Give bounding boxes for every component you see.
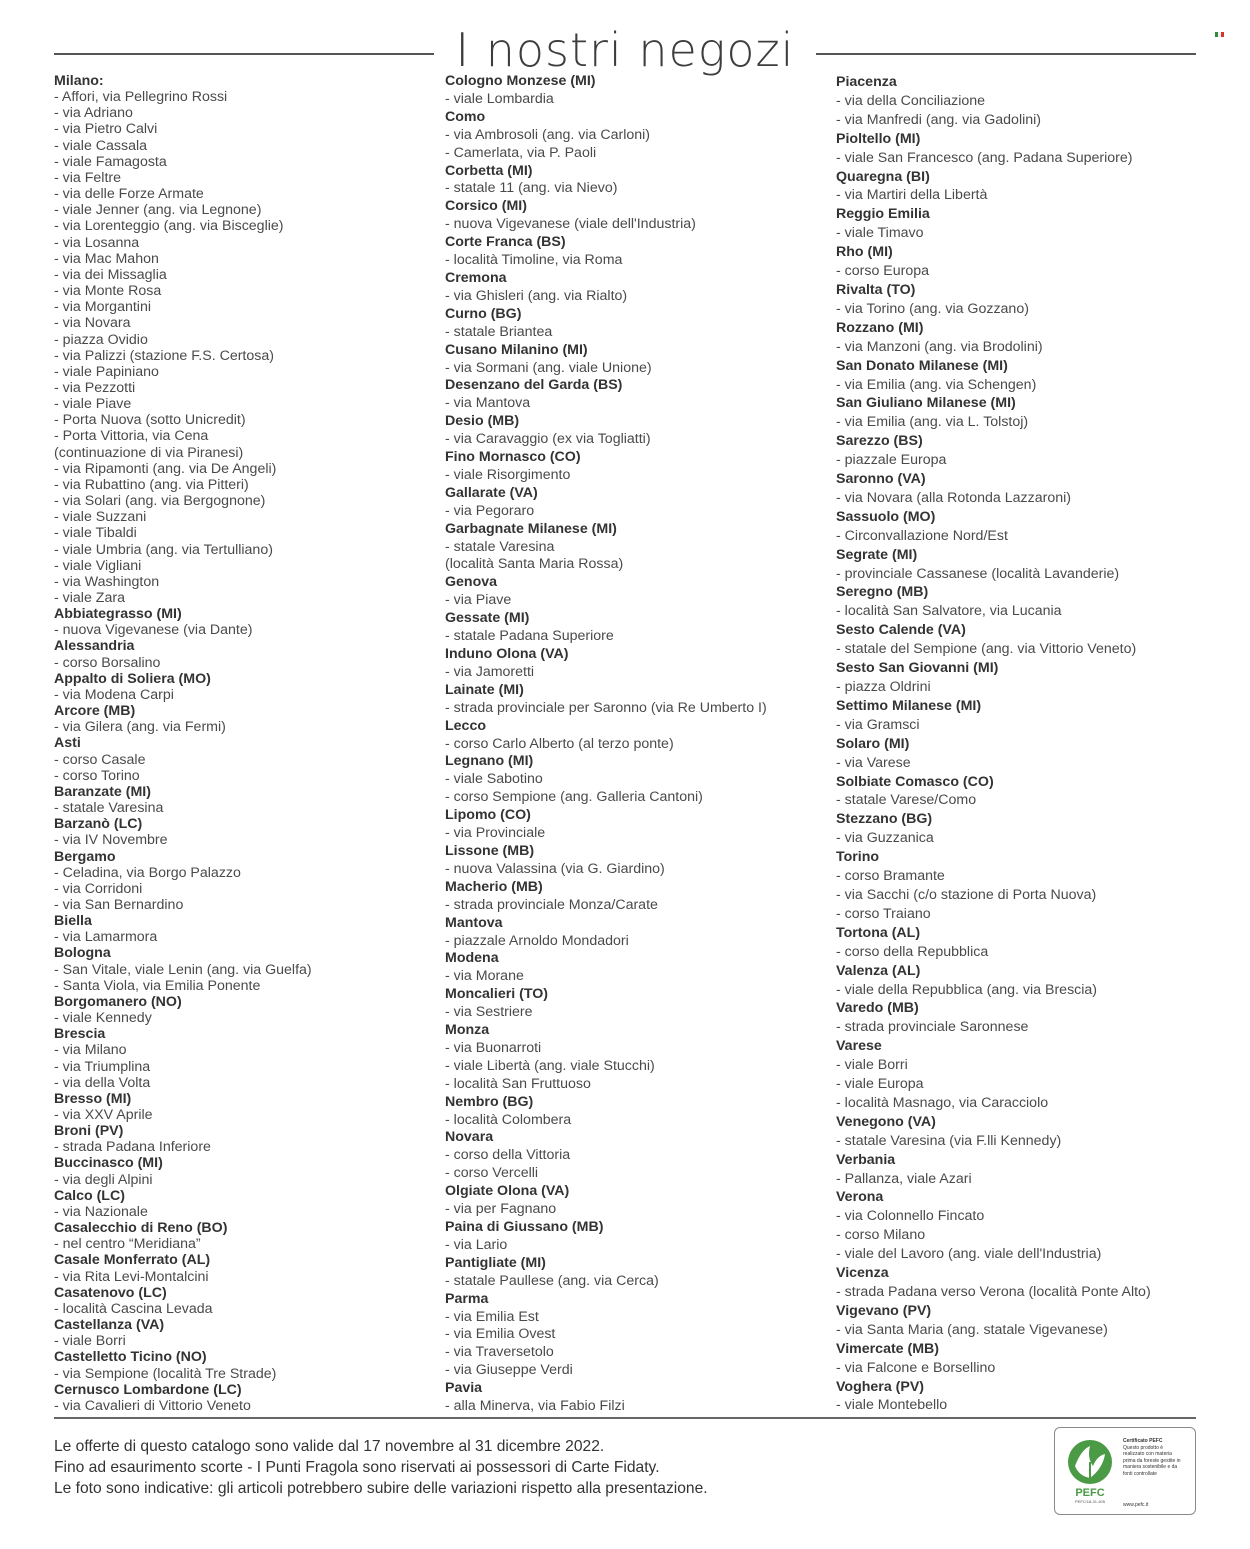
city-heading: Cusano Milanino (MI)	[445, 341, 588, 358]
store-address: - via Ripamonti (ang. via De Angeli)	[54, 460, 277, 477]
store-address: - statale Varese/Como	[836, 792, 977, 809]
store-address: - via Sormani (ang. viale Unione)	[445, 359, 652, 376]
city-heading: Vicenza	[836, 1265, 889, 1282]
store-address: - viale San Francesco (ang. Padana Superiore)	[836, 149, 1133, 166]
store-address: - Affori, via Pellegrino Rossi	[54, 89, 228, 106]
pefc-text-line: fonti controllate	[1123, 1470, 1157, 1477]
store-address: - località Timoline, via Roma	[445, 252, 623, 269]
store-address: - strada provinciale per Saronno (via Re Umberto I)	[445, 699, 767, 716]
store-address: - via Traversetolo	[445, 1344, 554, 1361]
city-heading: Bergamo	[54, 848, 116, 865]
city-heading: Varedo (MB)	[836, 1000, 919, 1017]
store-address: - via Guzzanica	[836, 830, 934, 847]
city-heading: Sassuolo (MO)	[836, 508, 936, 525]
pefc-text-line: prima da foreste gestite in	[1123, 1457, 1181, 1464]
store-address: - San Vitale, viale Lenin (ang. via Guelfa)	[54, 961, 312, 978]
store-address: - via per Fagnano	[445, 1201, 557, 1218]
store-address: - via San Bernardino	[54, 896, 184, 913]
pefc-logo-icon	[1063, 1436, 1117, 1506]
store-address: (località Santa Maria Rossa)	[445, 556, 624, 573]
store-address: - via Washington	[54, 573, 160, 590]
city-heading: Piacenza	[836, 74, 897, 90]
store-address: - corso Torino	[54, 767, 140, 784]
store-address: - Celadina, via Borgo Palazzo	[54, 864, 241, 881]
store-address: - via Provinciale	[445, 825, 546, 842]
city-heading: Monza	[445, 1022, 490, 1039]
store-address: - località Colombera	[445, 1111, 572, 1128]
store-address: - viale Suzzani	[54, 509, 147, 526]
store-address: - statale Briantea	[445, 323, 553, 340]
store-address: - via Santa Maria (ang. statale Vigevanese)	[836, 1321, 1108, 1338]
store-address: - Porta Vittoria, via Cena	[54, 428, 209, 445]
city-heading: Reggio Emilia	[836, 206, 930, 223]
city-heading: Abbiategrasso (MI)	[54, 606, 182, 623]
city-heading: Lipomo (CO)	[445, 807, 531, 824]
footer-rule	[54, 1417, 1196, 1419]
pefc-text-line: realizzato con materia	[1123, 1451, 1172, 1458]
store-address: - corso Traiano	[836, 905, 931, 922]
store-address: - corso Sempione (ang. Galleria Cantoni)	[445, 789, 703, 806]
store-address: - Pallanza, viale Azari	[836, 1170, 972, 1187]
store-address: - Circonvallazione Nord/Est	[836, 527, 1008, 544]
store-address: - viale Zara	[54, 590, 125, 606]
city-heading: Casatenovo (LC)	[54, 1284, 167, 1301]
store-address: - via Varese	[836, 754, 911, 771]
city-heading: Lissone (MB)	[445, 842, 535, 859]
store-address: - statale Varesina	[54, 800, 164, 817]
store-address: - Porta Nuova (sotto Unicredit)	[54, 412, 246, 429]
store-address: - via Manfredi (ang. via Gadolini)	[836, 111, 1042, 128]
store-address: - nuova Valassina (via G. Giardino)	[445, 860, 665, 877]
store-address: - viale Borri	[54, 1333, 126, 1350]
city-heading: Corte Franca (BS)	[445, 234, 566, 251]
header-rule-right	[816, 53, 1196, 55]
city-heading: Mantova	[445, 914, 503, 931]
store-address: - viale del Lavoro (ang. viale dell'Industria)	[836, 1246, 1102, 1263]
pefc-text-line: Questo prodotto è	[1123, 1444, 1164, 1451]
store-address: (continuazione di via Piranesi)	[54, 444, 244, 461]
store-address: - corso della Vittoria	[445, 1147, 571, 1164]
city-heading: Macherio (MB)	[445, 878, 543, 895]
flag-stripe-red	[1221, 32, 1224, 37]
store-address: - via Gilera (ang. via Fermi)	[54, 719, 226, 736]
store-address: - viale Sabotino	[445, 771, 543, 788]
city-heading: Casale Monferrato (AL)	[54, 1252, 211, 1269]
store-address: - corso della Repubblica	[836, 943, 989, 960]
city-heading: Lecco	[445, 717, 487, 734]
store-address: - via Lamarmora	[54, 929, 158, 946]
store-address: - via Emilia (ang. via L. Tolstoj)	[836, 414, 1029, 431]
city-heading: Rho (MI)	[836, 244, 893, 261]
city-heading: Pioltello (MI)	[836, 130, 921, 147]
store-address: - via Morane	[445, 968, 524, 985]
footer-photo-note: Le foto sono indicative: gli articoli potrebbero subire delle variazioni rispetto alla presentazione.	[54, 1480, 708, 1497]
footer-validity-note: Le offerte di questo catalogo sono valide dal 17 novembre al 31 dicembre 2022.	[54, 1438, 605, 1455]
city-heading: Olgiate Olona (VA)	[445, 1183, 570, 1200]
store-address: - via Martiri della Libertà	[836, 187, 988, 204]
city-heading: Legnano (MI)	[445, 753, 534, 770]
store-address: - provinciale Cassanese (località Lavanderie)	[836, 565, 1120, 582]
store-address: - via Nazionale	[54, 1203, 148, 1220]
pefc-code: PEFC/18-31-405	[1074, 1499, 1106, 1504]
store-address: - viale Europa	[836, 1076, 924, 1093]
store-list-column-2	[445, 73, 830, 1416]
store-address: - piazza Oldrini	[836, 679, 931, 695]
store-address: - viale Vigliani	[54, 557, 142, 574]
city-heading: Bresso (MI)	[54, 1090, 132, 1107]
page-title: I nostri negozi	[455, 23, 795, 77]
store-address: - viale Cassala	[54, 137, 148, 154]
italian-flag-icon	[1215, 32, 1224, 37]
store-address: - statale Paullese (ang. via Cerca)	[445, 1272, 659, 1289]
city-heading: Vimercate (MB)	[836, 1340, 940, 1357]
store-address: - via IV Novembre	[54, 832, 168, 849]
city-heading: Vigevano (PV)	[836, 1302, 932, 1319]
city-heading: Settimo Milanese (MI)	[836, 697, 982, 714]
city-heading: Broni (PV)	[54, 1123, 124, 1140]
city-heading: Casalecchio di Reno (BO)	[54, 1220, 228, 1237]
city-heading: Garbagnate Milanese (MI)	[445, 520, 617, 537]
store-address: - via Sempione (località Tre Strade)	[54, 1365, 277, 1382]
city-heading: Solaro (MI)	[836, 735, 910, 752]
city-heading: Stezzano (BG)	[836, 811, 933, 828]
city-heading: Pavia	[445, 1380, 483, 1397]
city-heading: Quaregna (BI)	[836, 168, 930, 185]
store-address: - piazzale Europa	[836, 452, 947, 469]
store-address: - viale Lombardia	[445, 90, 554, 107]
store-address: - via Jamoretti	[445, 663, 535, 680]
store-address: - via Falcone e Borsellino	[836, 1359, 996, 1376]
pefc-logo-text: PEFC	[1075, 1487, 1105, 1499]
city-heading: Voghera (PV)	[836, 1378, 925, 1395]
store-address: - viale Risorgimento	[445, 466, 571, 483]
pefc-description	[1123, 1438, 1191, 1478]
city-heading: Sesto San Giovanni (MI)	[836, 660, 999, 677]
store-address: - via Palizzi (stazione F.S. Certosa)	[54, 347, 274, 364]
city-heading: Parma	[445, 1290, 489, 1307]
city-heading: Segrate (MI)	[836, 546, 918, 563]
city-heading: Calco (LC)	[54, 1187, 125, 1204]
city-heading: Como	[445, 108, 486, 125]
city-heading: Biella	[54, 913, 92, 930]
store-address: - piazzale Arnoldo Mondadori	[445, 932, 629, 949]
city-heading: Varese	[836, 1038, 882, 1055]
city-heading: Verona	[836, 1189, 884, 1206]
store-address: - via dei Missaglia	[54, 266, 167, 283]
store-address: - via Buonarroti	[445, 1039, 542, 1056]
store-address: - nuova Vigevanese (via Dante)	[54, 622, 253, 639]
city-heading: Induno Olona (VA)	[445, 646, 569, 662]
store-address: - viale della Repubblica (ang. via Brescia)	[836, 981, 1098, 998]
store-address: - statale del Sempione (ang. via Vittorio Veneto)	[836, 641, 1137, 658]
store-list-column-1	[54, 73, 439, 1414]
store-address: - viale Borri	[836, 1057, 908, 1074]
city-heading: Solbiate Comasco (CO)	[836, 773, 994, 790]
store-address: - via Pietro Calvi	[54, 121, 158, 138]
store-address: - via Novara (alla Rotonda Lazzaroni)	[836, 489, 1071, 506]
store-address: - via XXV Aprile	[54, 1107, 153, 1123]
store-address: - strada Padana verso Verona (località Ponte Alto)	[836, 1284, 1151, 1300]
store-address: - strada provinciale Monza/Carate	[445, 896, 658, 913]
store-address: - via Mac Mahon	[54, 250, 159, 267]
city-heading: Milano:	[54, 73, 104, 89]
city-heading: Desio (MB)	[445, 413, 520, 430]
store-address: - via Sestriere	[445, 1004, 533, 1021]
store-address: - via Emilia Est	[445, 1308, 539, 1325]
city-heading: Sarezzo (BS)	[836, 433, 923, 450]
store-address: - viale Tibaldi	[54, 525, 137, 542]
city-heading: Gessate (MI)	[445, 610, 530, 627]
store-address: - via Monte Rosa	[54, 283, 162, 300]
store-address: - piazza Ovidio	[54, 331, 148, 348]
store-address: - via Torino (ang. via Gozzano)	[836, 300, 1029, 317]
footer-stock-note: Fino ad esaurimento scorte - I Punti Fragola sono riservati ai possessori di Carte Fidaty.	[54, 1459, 660, 1476]
store-address: - corso Vercelli	[445, 1165, 539, 1182]
pefc-certification-badge	[1054, 1427, 1196, 1515]
store-address: - via Manzoni (ang. via Brodolini)	[836, 338, 1043, 355]
store-address: - via Lorenteggio (ang. via Bisceglie)	[54, 218, 284, 235]
city-heading: Novara	[445, 1129, 494, 1146]
city-heading: Verbania	[836, 1151, 896, 1168]
store-address: - località Masnago, via Caracciolo	[836, 1094, 1049, 1111]
city-heading: Rozzano (MI)	[836, 319, 924, 336]
store-address: - via Modena Carpi	[54, 686, 174, 703]
city-heading: Castelletto Ticino (NO)	[54, 1349, 207, 1366]
store-address: - via Solari (ang. via Bergognone)	[54, 493, 266, 510]
city-heading: Torino	[836, 849, 880, 866]
city-heading: Corsico (MI)	[445, 198, 527, 215]
city-heading: Moncalieri (TO)	[445, 986, 549, 1003]
store-address: - corso Carlo Alberto (al terzo ponte)	[445, 735, 674, 752]
city-heading: Modena	[445, 950, 499, 967]
store-address: - Camerlata, via P. Paoli	[445, 144, 597, 161]
city-heading: Borgomanero (NO)	[54, 993, 182, 1010]
city-heading: San Donato Milanese (MI)	[836, 357, 1008, 374]
store-address: - corso Milano	[836, 1227, 926, 1244]
store-address: - via della Conciliazione	[836, 92, 986, 109]
pefc-url: www.pefc.it	[1123, 1502, 1149, 1508]
store-address: - strada Padana Inferiore	[54, 1139, 211, 1156]
store-address: - via Lario	[445, 1236, 508, 1253]
store-address: - nuova Vigevanese (viale dell'Industria)	[445, 216, 696, 233]
store-address: - via Mantova	[445, 395, 531, 412]
city-heading: Genova	[445, 574, 498, 591]
city-heading: Alessandria	[54, 638, 135, 655]
store-address: - via Cavalieri di Vittorio Veneto	[54, 1397, 251, 1414]
store-address: - via Morgantini	[54, 299, 151, 316]
city-heading: Venegono (VA)	[836, 1113, 936, 1130]
store-address: - viale Umbria (ang. via Tertulliano)	[54, 541, 273, 558]
store-list-column-3	[836, 73, 1236, 1415]
store-address: - via Gramsci	[836, 716, 920, 733]
store-address: - via della Volta	[54, 1074, 151, 1091]
store-address: - via Corridoni	[54, 880, 143, 897]
footer-notes	[54, 1436, 954, 1499]
store-address: - via Adriano	[54, 105, 133, 122]
city-heading: Brescia	[54, 1026, 106, 1043]
city-heading: Saronno (VA)	[836, 471, 926, 488]
city-heading: Arcore (MB)	[54, 703, 136, 720]
store-address: - nel centro “Meridiana”	[54, 1236, 201, 1253]
store-address: - via Rita Levi-Montalcini	[54, 1268, 209, 1285]
store-address: - via Milano	[54, 1042, 127, 1059]
store-address: - corso Borsalino	[54, 654, 161, 671]
store-address: - strada provinciale Saronnese	[836, 1019, 1029, 1036]
store-address: - via Pezzotti	[54, 379, 136, 396]
city-heading: Pantigliate (MI)	[445, 1254, 546, 1271]
store-address: - via Piave	[445, 592, 512, 609]
store-address: - viale Famagosta	[54, 153, 167, 170]
store-address: - via Caravaggio (ex via Togliatti)	[445, 431, 651, 448]
city-heading: Desenzano del Garda (BS)	[445, 377, 623, 394]
city-heading: Fino Mornasco (CO)	[445, 449, 581, 466]
store-address: - località San Salvatore, via Lucania	[836, 603, 1062, 620]
store-address: - viale Montebello	[836, 1397, 948, 1414]
store-address: - corso Bramante	[836, 868, 945, 885]
city-heading: San Giuliano Milanese (MI)	[836, 395, 1016, 412]
store-address: - viale Libertà (ang. viale Stucchi)	[445, 1057, 655, 1074]
store-address: - viale Piave	[54, 396, 132, 413]
store-address: - via Novara	[54, 315, 131, 332]
store-address: - viale Jenner (ang. via Legnone)	[54, 202, 262, 219]
city-heading: Castellanza (VA)	[54, 1317, 165, 1334]
city-heading: Valenza (AL)	[836, 962, 921, 979]
city-heading: Gallarate (VA)	[445, 484, 538, 501]
store-address: - via delle Forze Armate	[54, 186, 204, 203]
store-address: - via Feltre	[54, 169, 122, 186]
city-heading: Lainate (MI)	[445, 681, 524, 698]
store-address: - viale Papiniano	[54, 363, 159, 380]
city-heading: Sesto Calende (VA)	[836, 622, 966, 639]
store-address: - via Colonnello Fincato	[836, 1208, 985, 1225]
city-heading: Corbetta (MI)	[445, 162, 533, 179]
store-address: - via Emilia Ovest	[445, 1326, 556, 1343]
store-address: - via Ghisleri (ang. via Rialto)	[445, 287, 628, 304]
store-address: - via Sacchi (c/o stazione di Porta Nuova)	[836, 886, 1097, 903]
city-heading: Cernusco Lombardone (LC)	[54, 1381, 242, 1398]
store-address: - statale Varesina	[445, 538, 555, 555]
city-heading: Appalto di Soliera (MO)	[54, 670, 211, 687]
city-heading: Paina di Giussano (MB)	[445, 1219, 604, 1235]
store-address: - statale Varesina (via F.lli Kennedy)	[836, 1132, 1062, 1149]
pefc-text-line: maniera sostenibile e da	[1123, 1464, 1178, 1471]
store-address: - Santa Viola, via Emilia Ponente	[54, 977, 261, 994]
store-address: - corso Casale	[54, 751, 146, 768]
store-address: - statale Padana Superiore	[445, 628, 614, 645]
store-address: - via Ambrosoli (ang. via Carloni)	[445, 126, 651, 143]
store-address: - corso Europa	[836, 263, 930, 280]
store-address: - località San Fruttuoso	[445, 1075, 591, 1092]
city-heading: Barzanò (LC)	[54, 816, 143, 833]
store-address: - via Rubattino (ang. via Pitteri)	[54, 476, 249, 493]
store-address: - alla Minerva, via Fabio Filzi	[445, 1398, 625, 1415]
city-heading: Buccinasco (MI)	[54, 1155, 163, 1172]
store-address: - viale Timavo	[836, 225, 924, 242]
store-address: - via Pegoraro	[445, 502, 535, 519]
store-address: - via Emilia (ang. via Schengen)	[836, 376, 1037, 393]
store-address: - via Giuseppe Verdi	[445, 1362, 573, 1379]
city-heading: Rivalta (TO)	[836, 281, 916, 298]
city-heading: Tortona (AL)	[836, 924, 921, 941]
city-heading: Cremona	[445, 269, 507, 286]
city-heading: Bologna	[54, 945, 111, 962]
store-address: - statale 11 (ang. via Nievo)	[445, 180, 618, 197]
city-heading: Asti	[54, 735, 81, 752]
store-address: - viale Kennedy	[54, 1010, 152, 1027]
store-address: - via Triumplina	[54, 1058, 151, 1075]
pefc-heading: Certificato PEFC	[1123, 1438, 1163, 1444]
city-heading: Baranzate (MI)	[54, 783, 151, 800]
city-heading: Cologno Monzese (MI)	[445, 73, 596, 89]
city-heading: Curno (BG)	[445, 305, 522, 322]
city-heading: Seregno (MB)	[836, 584, 929, 601]
store-address: - via degli Alpini	[54, 1171, 153, 1188]
store-address: - località Cascina Levada	[54, 1300, 213, 1317]
store-address: - via Losanna	[54, 234, 140, 251]
city-heading: Nembro (BG)	[445, 1093, 534, 1110]
